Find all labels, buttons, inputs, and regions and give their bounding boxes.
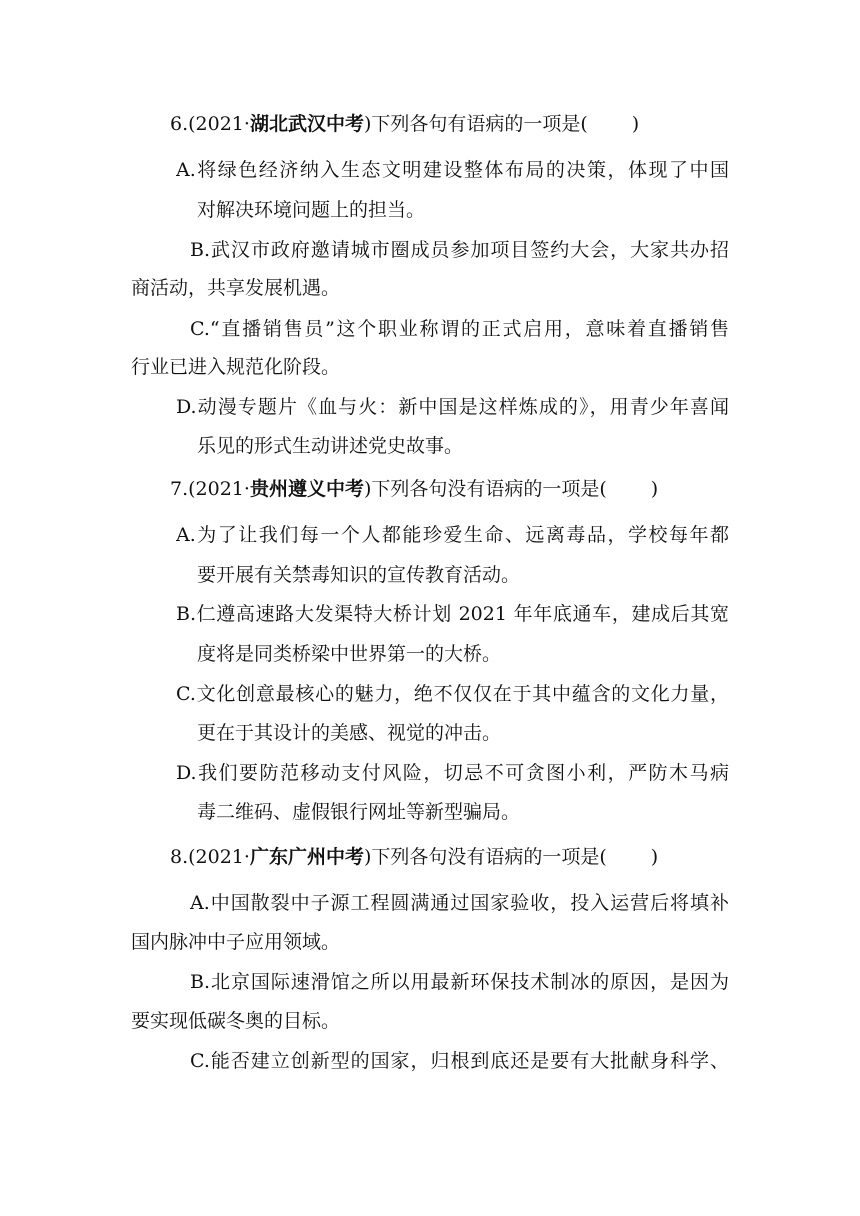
q6-option-d-line2: 乐见的形式生动讲述党史故事。 <box>197 435 464 457</box>
question-7-stem <box>170 476 658 502</box>
close-paren: ) <box>650 846 659 868</box>
q7-option-b-line2: 度将是同类桥梁中世界第一的大桥。 <box>197 643 502 665</box>
q6-option-a-line1: A.将绿色经济纳入生态文明建设整体布局的决策，体现了中国 <box>176 159 729 181</box>
q7-option-d-line2: 毒二维码、虚假银行网址等新型骗局。 <box>197 801 521 823</box>
q6-option-c-line1: C.“直播销售员”这个职业称谓的正式启用，意味着直播销售 <box>190 318 729 340</box>
q6-option-a-line2: 对解决环境问题上的担当。 <box>197 199 426 221</box>
q6-option-b-line2: 商活动，共享发展机遇。 <box>131 277 341 299</box>
q8-option-c-line1: C.能否建立创新型的国家，归根到底还是要有大批献身科学、 <box>190 1050 729 1072</box>
q7-option-a-line1: A.为了让我们每一个人都能珍爱生命、远离毒品，学校每年都 <box>176 524 729 546</box>
q6-option-d-line1: D.动漫专题片《血与火：新中国是这样炼成的》，用青少年喜闻 <box>176 396 729 418</box>
question-text: )下列各句没有语病的一项是( <box>363 478 607 500</box>
question-text: )下列各句没有语病的一项是( <box>363 846 607 868</box>
q8-option-a-line2: 国内脉冲中子应用领域。 <box>131 931 341 953</box>
question-number: 7.(2021· <box>170 478 250 500</box>
q7-option-b-line1: B.仁遵高速路大发渠特大桥计划 2021 年年底通车，建成后其宽 <box>176 603 729 625</box>
question-8-stem <box>170 844 658 870</box>
q7-option-c-line2: 更在于其设计的美感、视觉的冲击。 <box>197 722 502 744</box>
question-source: 贵州遵义中考 <box>249 478 364 500</box>
question-source: 广东广州中考 <box>249 846 364 868</box>
q8-option-a-line1: A.中国散裂中子源工程圆满通过国家验收，投入运营后将填补 <box>190 892 729 914</box>
q8-option-b-line2: 要实现低碳冬奥的目标。 <box>131 1010 341 1032</box>
close-paren: ) <box>631 113 640 135</box>
question-6-stem <box>170 111 639 137</box>
q7-option-c-line1: C.文化创意最核心的魅力，绝不仅仅在于其中蕴含的文化力量， <box>176 683 729 705</box>
q6-option-b-line1: B.武汉市政府邀请城市圈成员参加项目签约大会，大家共办招 <box>190 239 729 261</box>
question-number: 8.(2021· <box>170 846 250 868</box>
question-text: )下列各句有语病的一项是( <box>363 113 588 135</box>
question-source: 湖北武汉中考 <box>249 113 364 135</box>
q7-option-d-line1: D.我们要防范移动支付风险，切忌不可贪图小利，严防木马病 <box>176 762 729 784</box>
q8-option-b-line1: B.北京国际速滑馆之所以用最新环保技术制冰的原因，是因为 <box>190 971 729 993</box>
q7-option-a-line2: 要开展有关禁毒知识的宣传教育活动。 <box>197 564 521 586</box>
close-paren: ) <box>650 478 659 500</box>
question-number: 6.(2021· <box>170 113 250 135</box>
q6-option-c-line2: 行业已进入规范化阶段。 <box>131 356 341 378</box>
